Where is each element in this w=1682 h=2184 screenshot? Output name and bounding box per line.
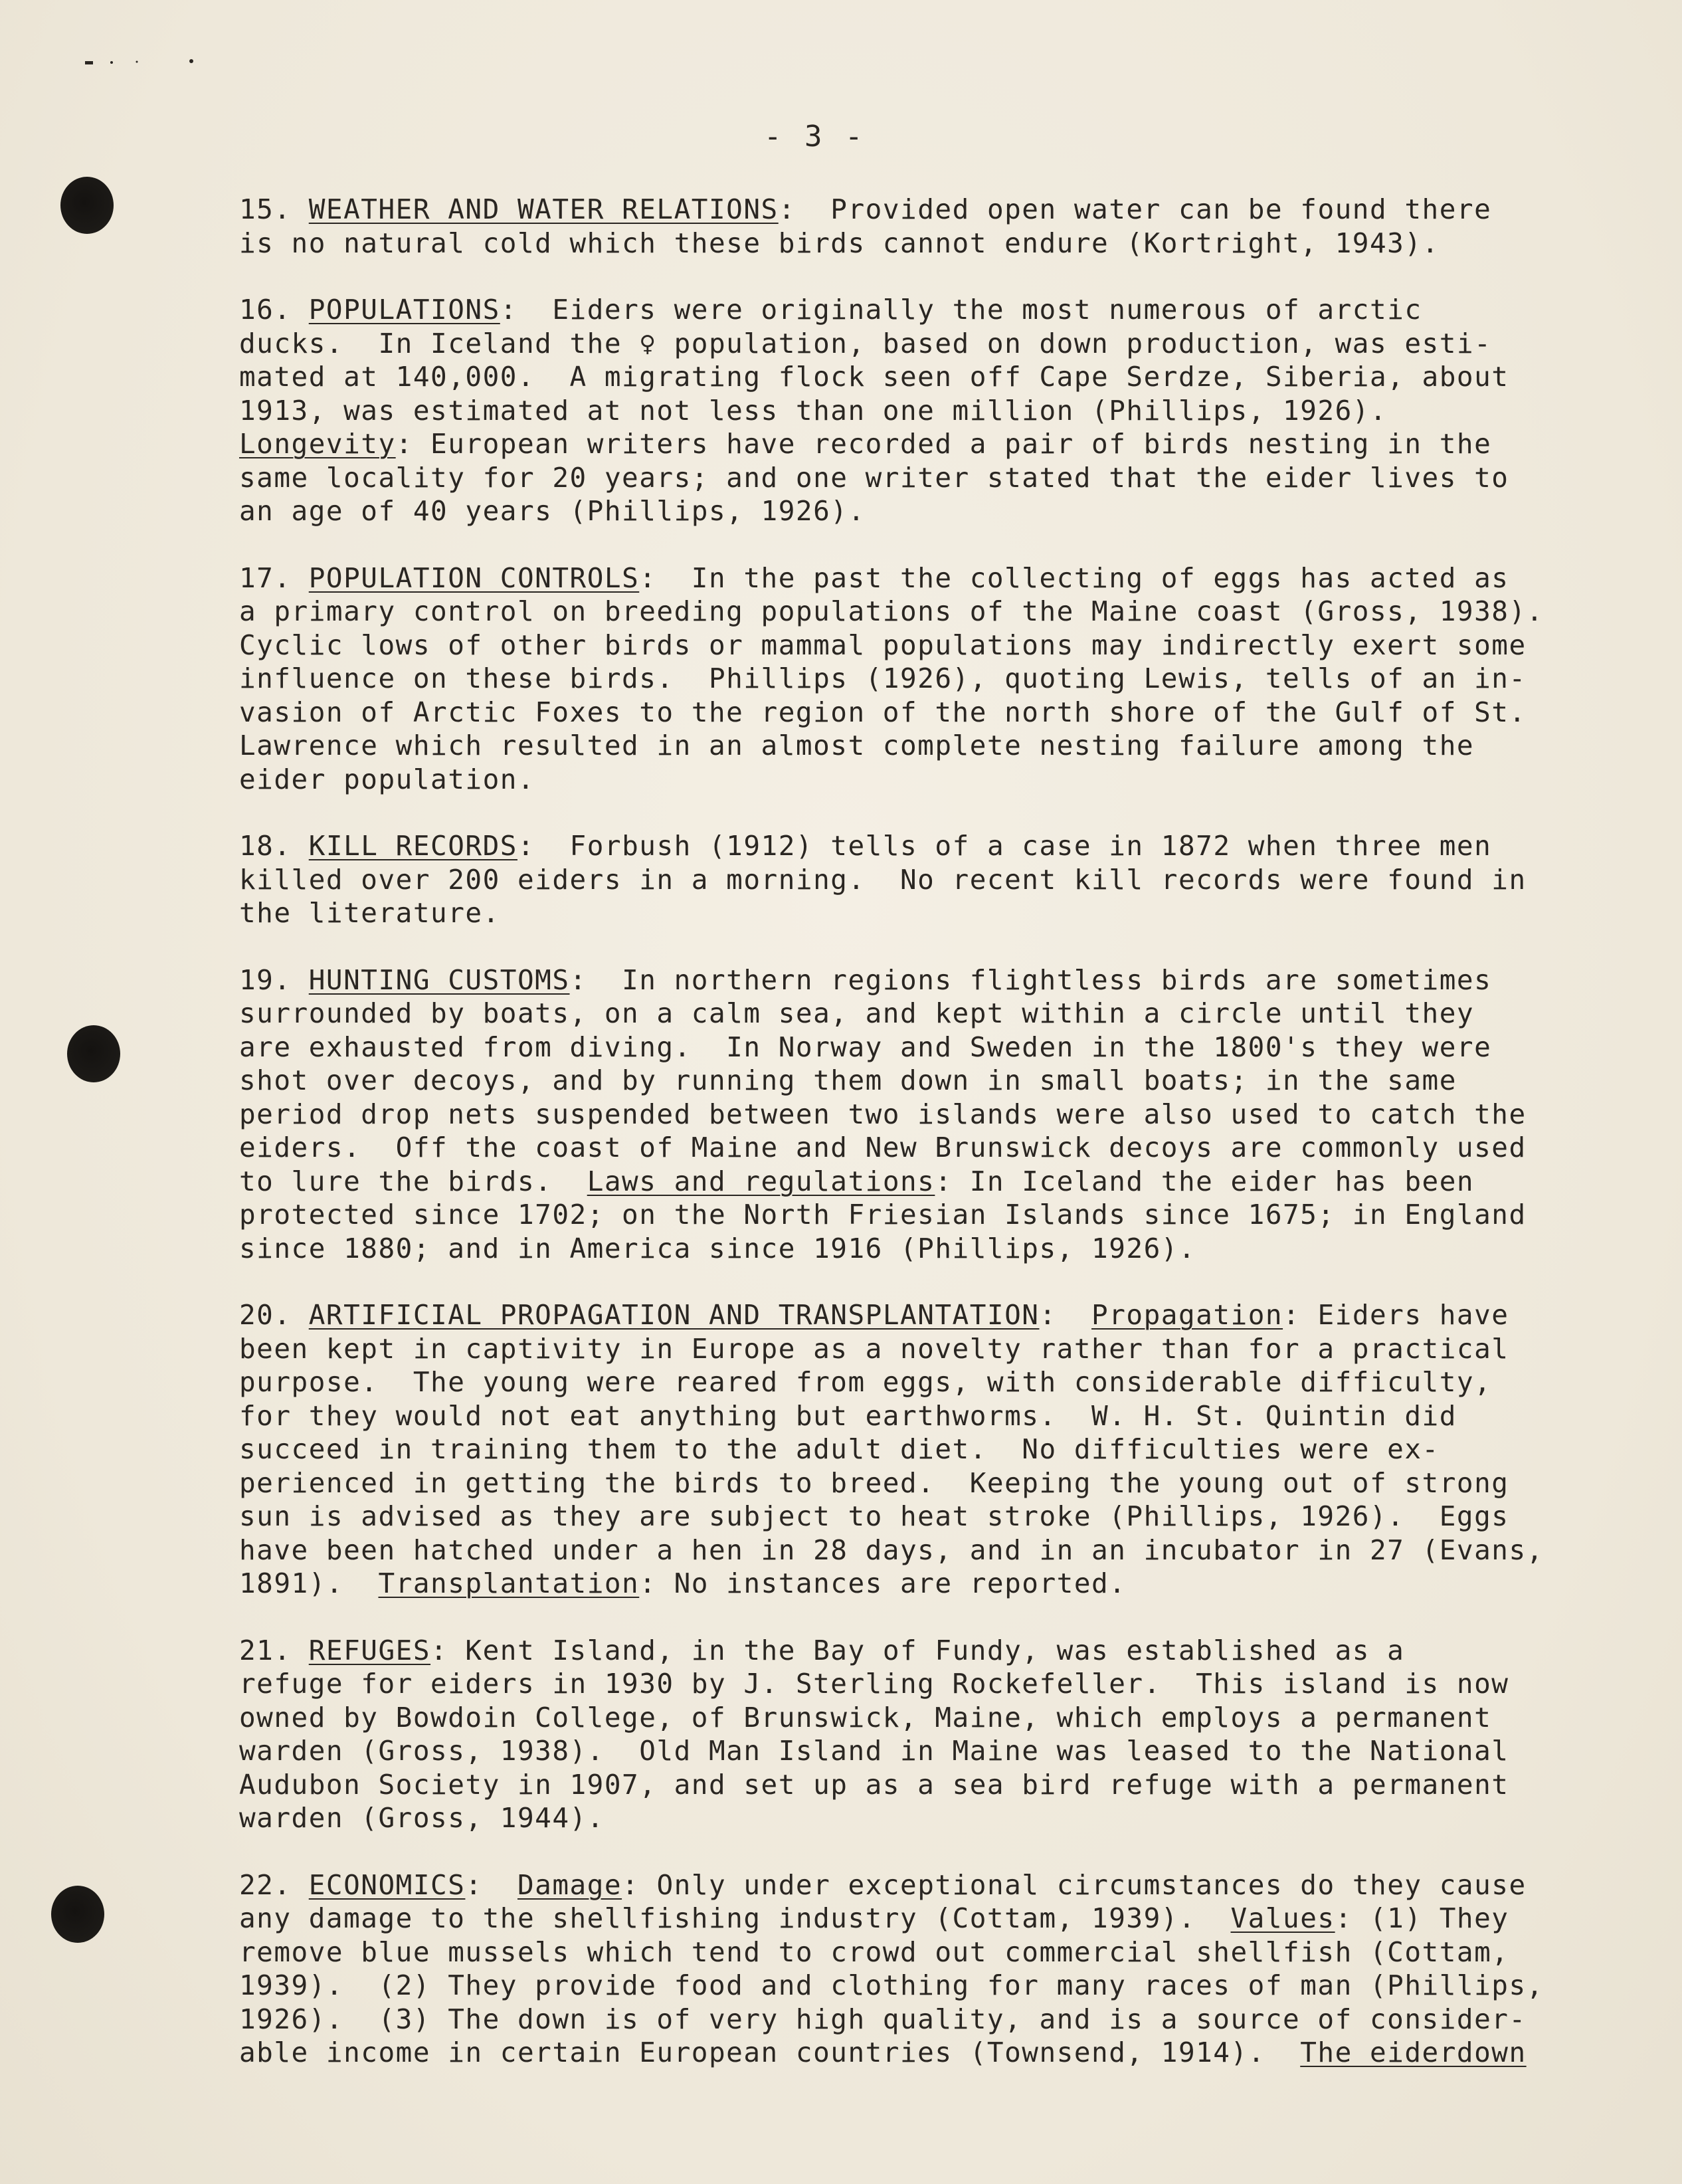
text-line [239, 1131, 1527, 1165]
punch-hole [60, 177, 114, 234]
text-segment: : Provided open water can be found there [778, 193, 1492, 225]
text-segment: purpose. The young were reared from eggs, with considerable difficulty, [239, 1366, 1492, 1398]
text-line [239, 1232, 1488, 1266]
text-segment: 15. [239, 193, 309, 225]
text-segment: : Only under exceptional circumstances do they cause [622, 1868, 1527, 1901]
text-line [239, 1198, 1527, 1232]
text-line [239, 997, 1488, 1031]
text-line [239, 1332, 1509, 1366]
text-segment: : Eiders were originally the most numerous of arctic [500, 294, 1422, 326]
punch-hole [51, 1886, 104, 1943]
text-segment: : (1) They [1335, 1902, 1509, 1934]
text-segment: for they would not eat anything but earthworms. W. H. St. Quintin did [239, 1399, 1457, 1432]
text-segment: sun is advised as they are subject to heat stroke (Phillips, 1926). Eggs [239, 1500, 1509, 1532]
text-segment: influence on these birds. Phillips (1926), quoting Lewis, tells of an in- [239, 662, 1527, 694]
text-line [239, 561, 1509, 595]
paragraph [239, 561, 1544, 797]
text-line [239, 1165, 1488, 1199]
text-line [239, 1064, 1488, 1098]
text-segment: 1891). [239, 1567, 379, 1599]
text-line [239, 729, 1488, 763]
text-segment: refuge for eiders in 1930 by J. Sterling Rockefeller. This island is now [239, 1668, 1509, 1700]
text-segment: 22. [239, 1868, 309, 1901]
text-segment: any damage to the shellfishing industry (Cottam, 1939). [239, 1902, 1231, 1934]
underlined-heading: POPULATIONS [308, 294, 500, 326]
text-segment: : [1039, 1299, 1092, 1331]
text-segment: able income in certain European countries (Townsend, 1914). [239, 2036, 1301, 2068]
underlined-heading: Transplantation [378, 1567, 640, 1599]
text-segment: : In northern regions flightless birds are sometimes [569, 963, 1492, 996]
text-line [239, 1969, 1544, 2003]
text-segment: period drop nets suspended between two islands were also used to catch the [239, 1098, 1527, 1130]
paragraph [239, 963, 1527, 1266]
text-line [239, 1567, 1488, 1601]
text-segment: protected since 1702; on the North Friesian Islands since 1675; in England [239, 1199, 1527, 1231]
text-line [239, 2003, 1527, 2036]
text-line [239, 293, 1488, 327]
text-segment: mated at 140,000. A migrating flock seen off Cape Serdze, Siberia, about [239, 361, 1509, 393]
text-line [239, 1701, 1492, 1735]
text-line [239, 427, 1492, 461]
text-line [239, 1534, 1544, 1567]
underlined-heading: HUNTING CUSTOMS [308, 963, 570, 996]
text-segment: 18. [239, 830, 309, 862]
text-line [239, 1936, 1509, 1969]
text-line [239, 1868, 1527, 1902]
text-segment: : European writers have recorded a pair of birds nesting in the [395, 428, 1492, 460]
text-line [239, 662, 1527, 696]
text-line [239, 394, 1488, 428]
text-segment: 17. [239, 561, 309, 594]
text-line [239, 963, 1492, 997]
text-line [239, 1667, 1509, 1701]
text-line [239, 1768, 1509, 1802]
text-line [239, 1500, 1509, 1534]
underlined-heading: POPULATION CONTROLS [308, 561, 640, 594]
text-line [239, 763, 1488, 797]
underlined-heading: KILL RECORDS [308, 830, 517, 862]
underlined-heading: The eiderdown [1300, 2036, 1527, 2068]
text-segment: warden (Gross, 1944). [239, 1802, 605, 1834]
text-segment: surrounded by boats, on a calm sea, and kept within a circle until they [239, 997, 1475, 1029]
text-line [239, 1902, 1509, 1936]
paper-specks [85, 56, 198, 69]
underlined-heading: Propagation [1091, 1299, 1283, 1331]
text-line [239, 1031, 1492, 1064]
text-line [239, 896, 1488, 930]
text-segment: been kept in captivity in Europe as a novelty rather than for a practical [239, 1332, 1509, 1365]
text-line [239, 629, 1527, 662]
text-segment: 16. [239, 294, 309, 326]
paragraph [239, 1868, 1544, 2070]
text-line [239, 595, 1544, 629]
text-line [239, 360, 1509, 394]
text-line [239, 1466, 1509, 1500]
text-line [239, 829, 1492, 863]
text-segment: Lawrence which resulted in an almost complete nesting failure among the [239, 730, 1475, 761]
text-segment: : [465, 1868, 517, 1901]
text-line [239, 1365, 1492, 1399]
text-segment: succeed in training them to the adult diet. No difficulties were ex- [239, 1433, 1440, 1465]
text-line [239, 1433, 1488, 1466]
text-segment: owned by Bowdoin College, of Brunswick, Maine, which employs a permanent [239, 1701, 1492, 1734]
document-body [239, 193, 1544, 2103]
underlined-heading: Longevity [239, 428, 396, 460]
paragraph [239, 1634, 1509, 1835]
punch-hole [67, 1025, 120, 1082]
text-line [239, 1734, 1509, 1768]
text-segment: 19. [239, 963, 309, 996]
underlined-heading: Damage [517, 1868, 622, 1901]
text-segment: 21. [239, 1634, 309, 1666]
text-segment: warden (Gross, 1938). Old Man Island in Maine was leased to the National [239, 1735, 1509, 1767]
underlined-heading: ARTIFICIAL PROPAGATION AND TRANSPLANTATION [308, 1299, 1040, 1331]
text-segment: 1939). (2) They provide food and clothing for many races of man (Phillips, [239, 1969, 1544, 2001]
text-segment: : Eiders have [1283, 1299, 1509, 1331]
text-line [239, 494, 1488, 528]
underlined-heading: REFUGES [308, 1634, 431, 1666]
text-segment: vasion of Arctic Foxes to the region of the north shore of the Gulf of St. [239, 696, 1527, 728]
text-segment: : Kent Island, in the Bay of Fundy, was established as a [430, 1634, 1405, 1666]
text-segment: ducks. In Iceland the ♀ population, based on down production, was esti- [239, 327, 1492, 359]
text-segment: a primary control on breeding populations of the Maine coast (Gross, 1938). [239, 595, 1544, 627]
text-segment: : No instances are reported. [639, 1567, 1127, 1599]
text-segment: have been hatched under a hen in 28 days, and in an incubator in 27 (Evans, [239, 1534, 1544, 1566]
underlined-heading: WEATHER AND WATER RELATIONS [308, 193, 779, 225]
text-line [239, 461, 1509, 495]
text-segment: eider population. [239, 763, 535, 795]
underlined-heading: Laws and regulations [587, 1165, 935, 1197]
text-line [239, 2036, 1527, 2070]
text-segment: shot over decoys, and by running them down in small boats; in the same [239, 1064, 1457, 1096]
text-line [239, 1098, 1527, 1132]
text-segment: 1926). (3) The down is of very high quality, and is a source of consider- [239, 2003, 1527, 2035]
text-segment: 1913, was estimated at not less than one million (Phillips, 1926). [239, 394, 1388, 427]
underlined-heading: ECONOMICS [308, 1868, 466, 1901]
text-line [239, 863, 1527, 897]
text-line [239, 1298, 1509, 1332]
text-segment: killed over 200 eiders in a morning. No recent kill records were found in [239, 863, 1527, 896]
text-segment: the literature. [239, 897, 500, 929]
text-segment: an age of 40 years (Phillips, 1926). [239, 495, 866, 527]
paragraph [239, 829, 1527, 930]
text-segment: remove blue mussels which tend to crowd out commercial shellfish (Cottam, [239, 1936, 1509, 1968]
underlined-heading: Values [1230, 1902, 1335, 1934]
text-line [239, 193, 1492, 227]
text-segment: Cyclic lows of other birds or mammal populations may indirectly exert some [239, 629, 1527, 661]
paragraph [239, 293, 1509, 528]
text-segment: : In Iceland the eider has been [935, 1165, 1475, 1197]
text-segment: to lure the birds. [239, 1165, 587, 1197]
text-segment: are exhausted from diving. In Norway and Sweden in the 1800's they were [239, 1031, 1492, 1063]
text-line [239, 227, 1488, 260]
text-line [239, 327, 1492, 361]
text-line [239, 1801, 1488, 1835]
text-segment: Audubon Society in 1907, and set up as a sea bird refuge with a permanent [239, 1768, 1509, 1801]
text-segment: 20. [239, 1299, 309, 1331]
text-segment: : In the past the collecting of eggs has acted as [639, 561, 1509, 594]
text-segment: : Forbush (1912) tells of a case in 1872 when three men [517, 830, 1492, 862]
text-line [239, 696, 1527, 730]
paragraph [239, 193, 1492, 260]
page-number: - 3 - [764, 120, 866, 153]
text-segment: same locality for 20 years; and one writer stated that the eider lives to [239, 461, 1509, 494]
text-line [239, 1634, 1488, 1668]
text-segment: eiders. Off the coast of Maine and New Brunswick decoys are commonly used [239, 1132, 1527, 1163]
text-segment: is no natural cold which these birds cannot endure (Kortright, 1943). [239, 227, 1440, 259]
text-line [239, 1399, 1488, 1433]
text-segment: perienced in getting the birds to breed. Keeping the young out of strong [239, 1466, 1509, 1499]
text-segment: since 1880; and in America since 1916 (Phillips, 1926). [239, 1232, 1196, 1264]
paragraph [239, 1298, 1544, 1601]
